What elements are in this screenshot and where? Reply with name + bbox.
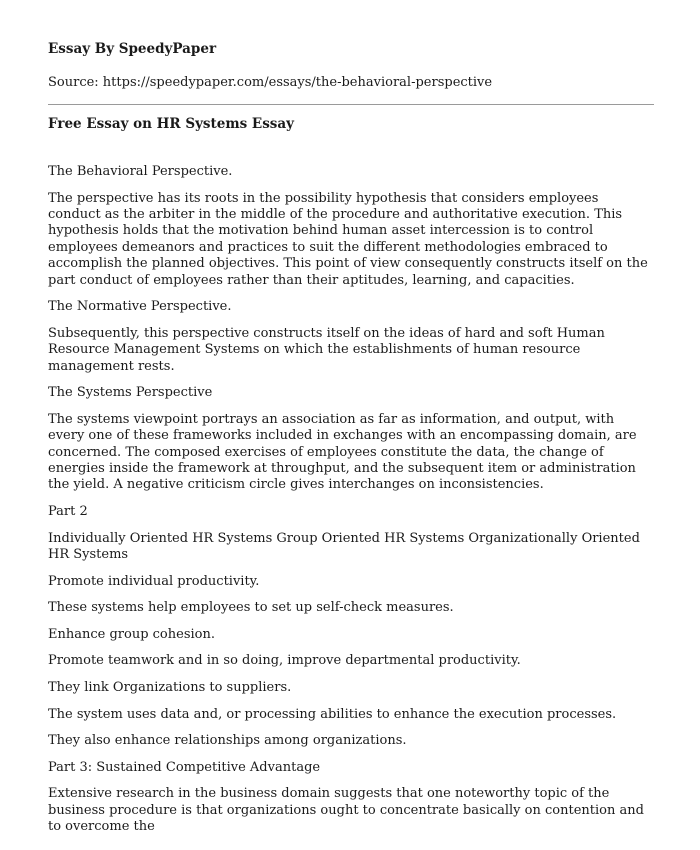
paragraph: They link Organizations to suppliers. [48, 680, 292, 695]
paragraph: Subsequently, this perspective constructs itself on the ideas of hard and soft Human Resource Management Systems on which the establishments of human resource management rests. [48, 325, 605, 374]
paragraph: Promote teamwork and in so doing, improve departmental productivity. [48, 653, 521, 669]
paragraph: The systems viewpoint portrays an association as far as information, and output, with every one of these frameworks included in exchanges with an encompassing domain, are concerned. The composed exercises of employees constitute the data, the change of energies inside the framework at throughput, and the subsequent item or administration the yield. A negative criticism circle gives interchanges on inconsistencies. [48, 411, 637, 493]
paragraph: Promote individual productivity. [48, 573, 260, 589]
paragraph: Individually Oriented HR Systems Group Oriented HR Systems Organizationally Oriented HR Systems [48, 530, 640, 563]
paragraph: Part 3: Sustained Competitive Advantage [48, 759, 321, 775]
document-page [48, 40, 654, 846]
paragraph: The system uses data and, or processing abilities to enhance the execution processes. [48, 706, 617, 722]
paragraph: Extensive research in the business domain suggests that one noteworthy topic of the business procedure is that organizations ought to concentrate basically on contention and to overcome the [48, 786, 644, 835]
paragraph: The perspective has its roots in the possibility hypothesis that considers employees conduct as the arbiter in the middle of the procedure and authoritative execution. This hypothesis holds that the motivation behind human asset intercession is to control employees demeanors and practices to suit the different methodologies embraced to accomplish the planned objectives. This point of view consequently constructs itself on the part conduct of employees rather than their aptitudes, learning, and capacities. [48, 190, 648, 288]
header-divider [48, 104, 654, 105]
paragraph: They also enhance relationships among organizations. [48, 733, 407, 749]
paragraph: Enhance group cohesion. [48, 626, 215, 642]
paragraph: The Normative Perspective. [48, 299, 232, 315]
source-line: Source: https://speedypaper.com/essays/the-behavioral-perspective [48, 75, 493, 90]
paragraph: These systems help employees to set up self-check measures. [48, 600, 454, 616]
paragraph: The Behavioral Perspective. [48, 164, 233, 179]
paragraph: Part 2 [48, 504, 88, 520]
paragraph: The Systems Perspective [48, 385, 213, 401]
essay-title: Free Essay on HR Systems Essay [48, 116, 294, 132]
essay-by-heading: Essay By SpeedyPaper [48, 41, 217, 57]
